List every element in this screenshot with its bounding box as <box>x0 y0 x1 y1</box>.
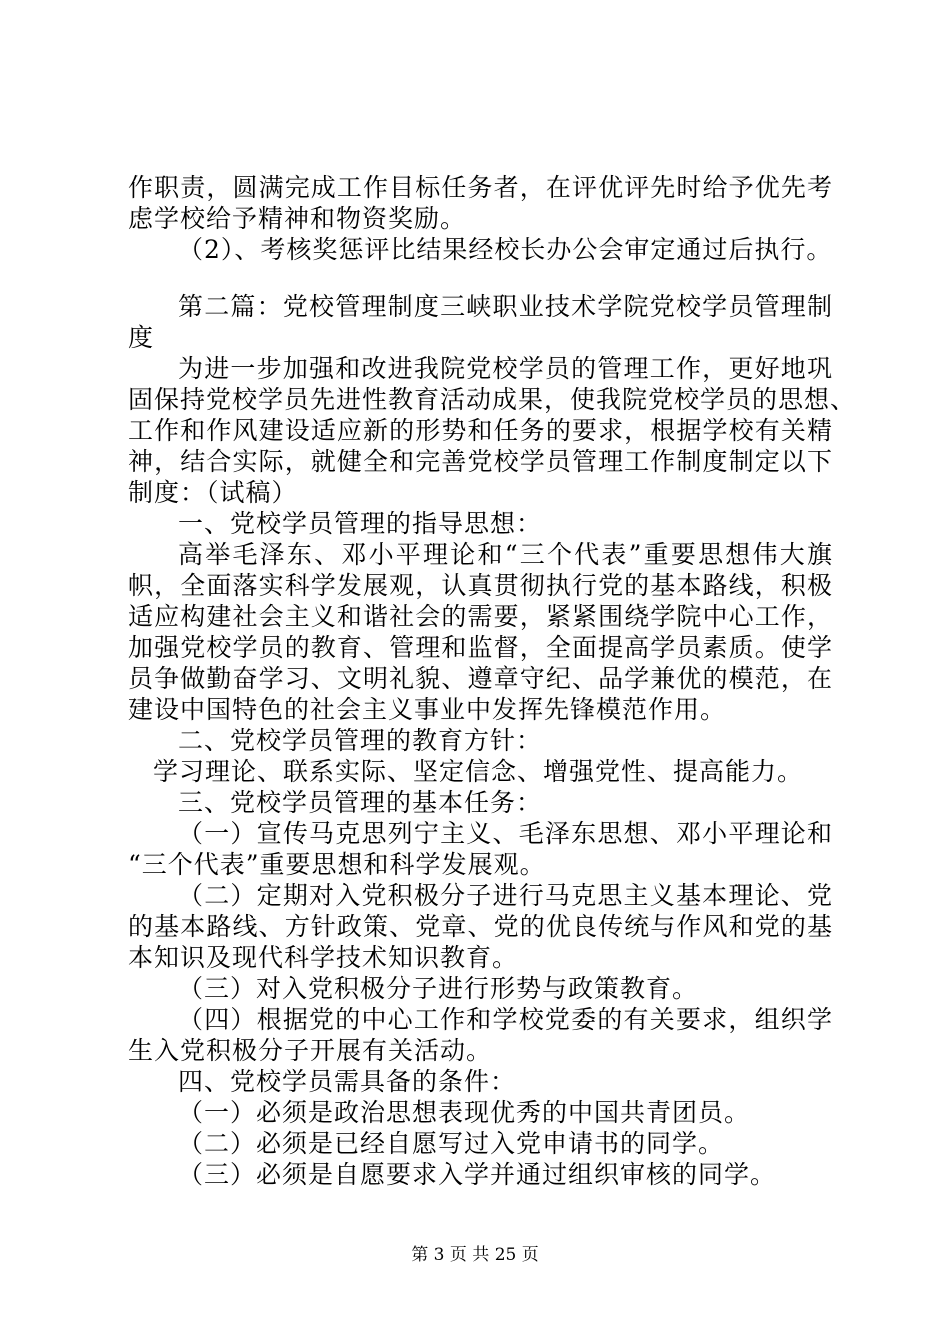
heading-line: 一、党校学员管理的指导思想： <box>178 509 543 538</box>
heading-line: 三、党校学员管理的基本任务： <box>178 788 543 817</box>
text-line: 员争做勤奋学习、文明礼貌、遵章守纪、品学兼优的模范，在 <box>128 664 833 693</box>
text-line: 制度：（试稿） <box>128 478 298 507</box>
text-line: 为进一步加强和改进我院党校学员的管理工作，更好地巩 <box>178 354 833 383</box>
heading-line: 四、党校学员需具备的条件： <box>178 1067 517 1096</box>
text-line: 建设中国特色的社会主义事业中发挥先锋模范作用。 <box>128 695 727 724</box>
text-line: 生入党积极分子开展有关活动。 <box>128 1036 493 1065</box>
text-line: 的基本路线、方针政策、党章、党的优良传统与作风和党的基 <box>128 912 833 941</box>
text-line: 作职责，圆满完成工作目标任务者，在评优评先时给予优先考 <box>128 173 833 202</box>
text-line: （二）定期对入党积极分子进行马克思主义基本理论、党 <box>178 881 833 910</box>
heading-line: 二、党校学员管理的教育方针： <box>178 726 543 755</box>
text-line: 适应构建社会主义和谐社会的需要，紧紧围绕学院中心工作， <box>128 602 833 631</box>
text-line: 虑学校给予精神和物资奖励。 <box>128 204 467 233</box>
page-number: 第 3 页 共 25 页 <box>411 1245 539 1265</box>
text-line: （一）必须是政治思想表现优秀的中国共青团员。 <box>178 1098 751 1127</box>
text-line: 工作和作风建设适应新的形势和任务的要求，根据学校有关精 <box>128 416 833 445</box>
section-title-line: 度 <box>128 323 155 352</box>
text-line: 固保持党校学员先进性教育活动成果，使我院党校学员的思想、 <box>128 385 857 414</box>
text-line: 加强党校学员的教育、管理和监督，全面提高学员素质。使学 <box>128 633 833 662</box>
text-line: “三个代表”重要思想和科学发展观。 <box>128 850 546 879</box>
text-line: （三）必须是自愿要求入学并通过组织审核的同学。 <box>178 1160 777 1189</box>
text-line: （2）、考核奖惩评比结果经校长办公会审定通过后执行。 <box>178 235 833 264</box>
text-line: 神，结合实际，就健全和完善党校学员管理工作制度制定以下 <box>128 447 833 476</box>
text-line: 学习理论、联系实际、坚定信念、增强党性、提高能力。 <box>153 757 804 786</box>
paragraph-gap <box>128 265 833 291</box>
document-body <box>128 172 857 1190</box>
text-line: （三）对入党积极分子进行形势与政策教育。 <box>178 974 699 1003</box>
text-line: （二）必须是已经自愿写过入党申请书的同学。 <box>178 1129 725 1158</box>
page-footer <box>0 1245 950 1265</box>
text-line: 高举毛泽东、邓小平理论和“三个代表”重要思想伟大旗 <box>178 540 833 569</box>
text-line: 帜，全面落实科学发展观，认真贯彻执行党的基本路线，积极 <box>128 571 833 600</box>
text-line: （四）根据党的中心工作和学校党委的有关要求，组织学 <box>178 1005 833 1034</box>
text-line: 本知识及现代科学技术知识教育。 <box>128 943 519 972</box>
text-line: （一）宣传马克思列宁主义、毛泽东思想、邓小平理论和 <box>178 819 833 848</box>
section-title-line: 第二篇：党校管理制度三峡职业技术学院党校学员管理制 <box>178 292 833 321</box>
